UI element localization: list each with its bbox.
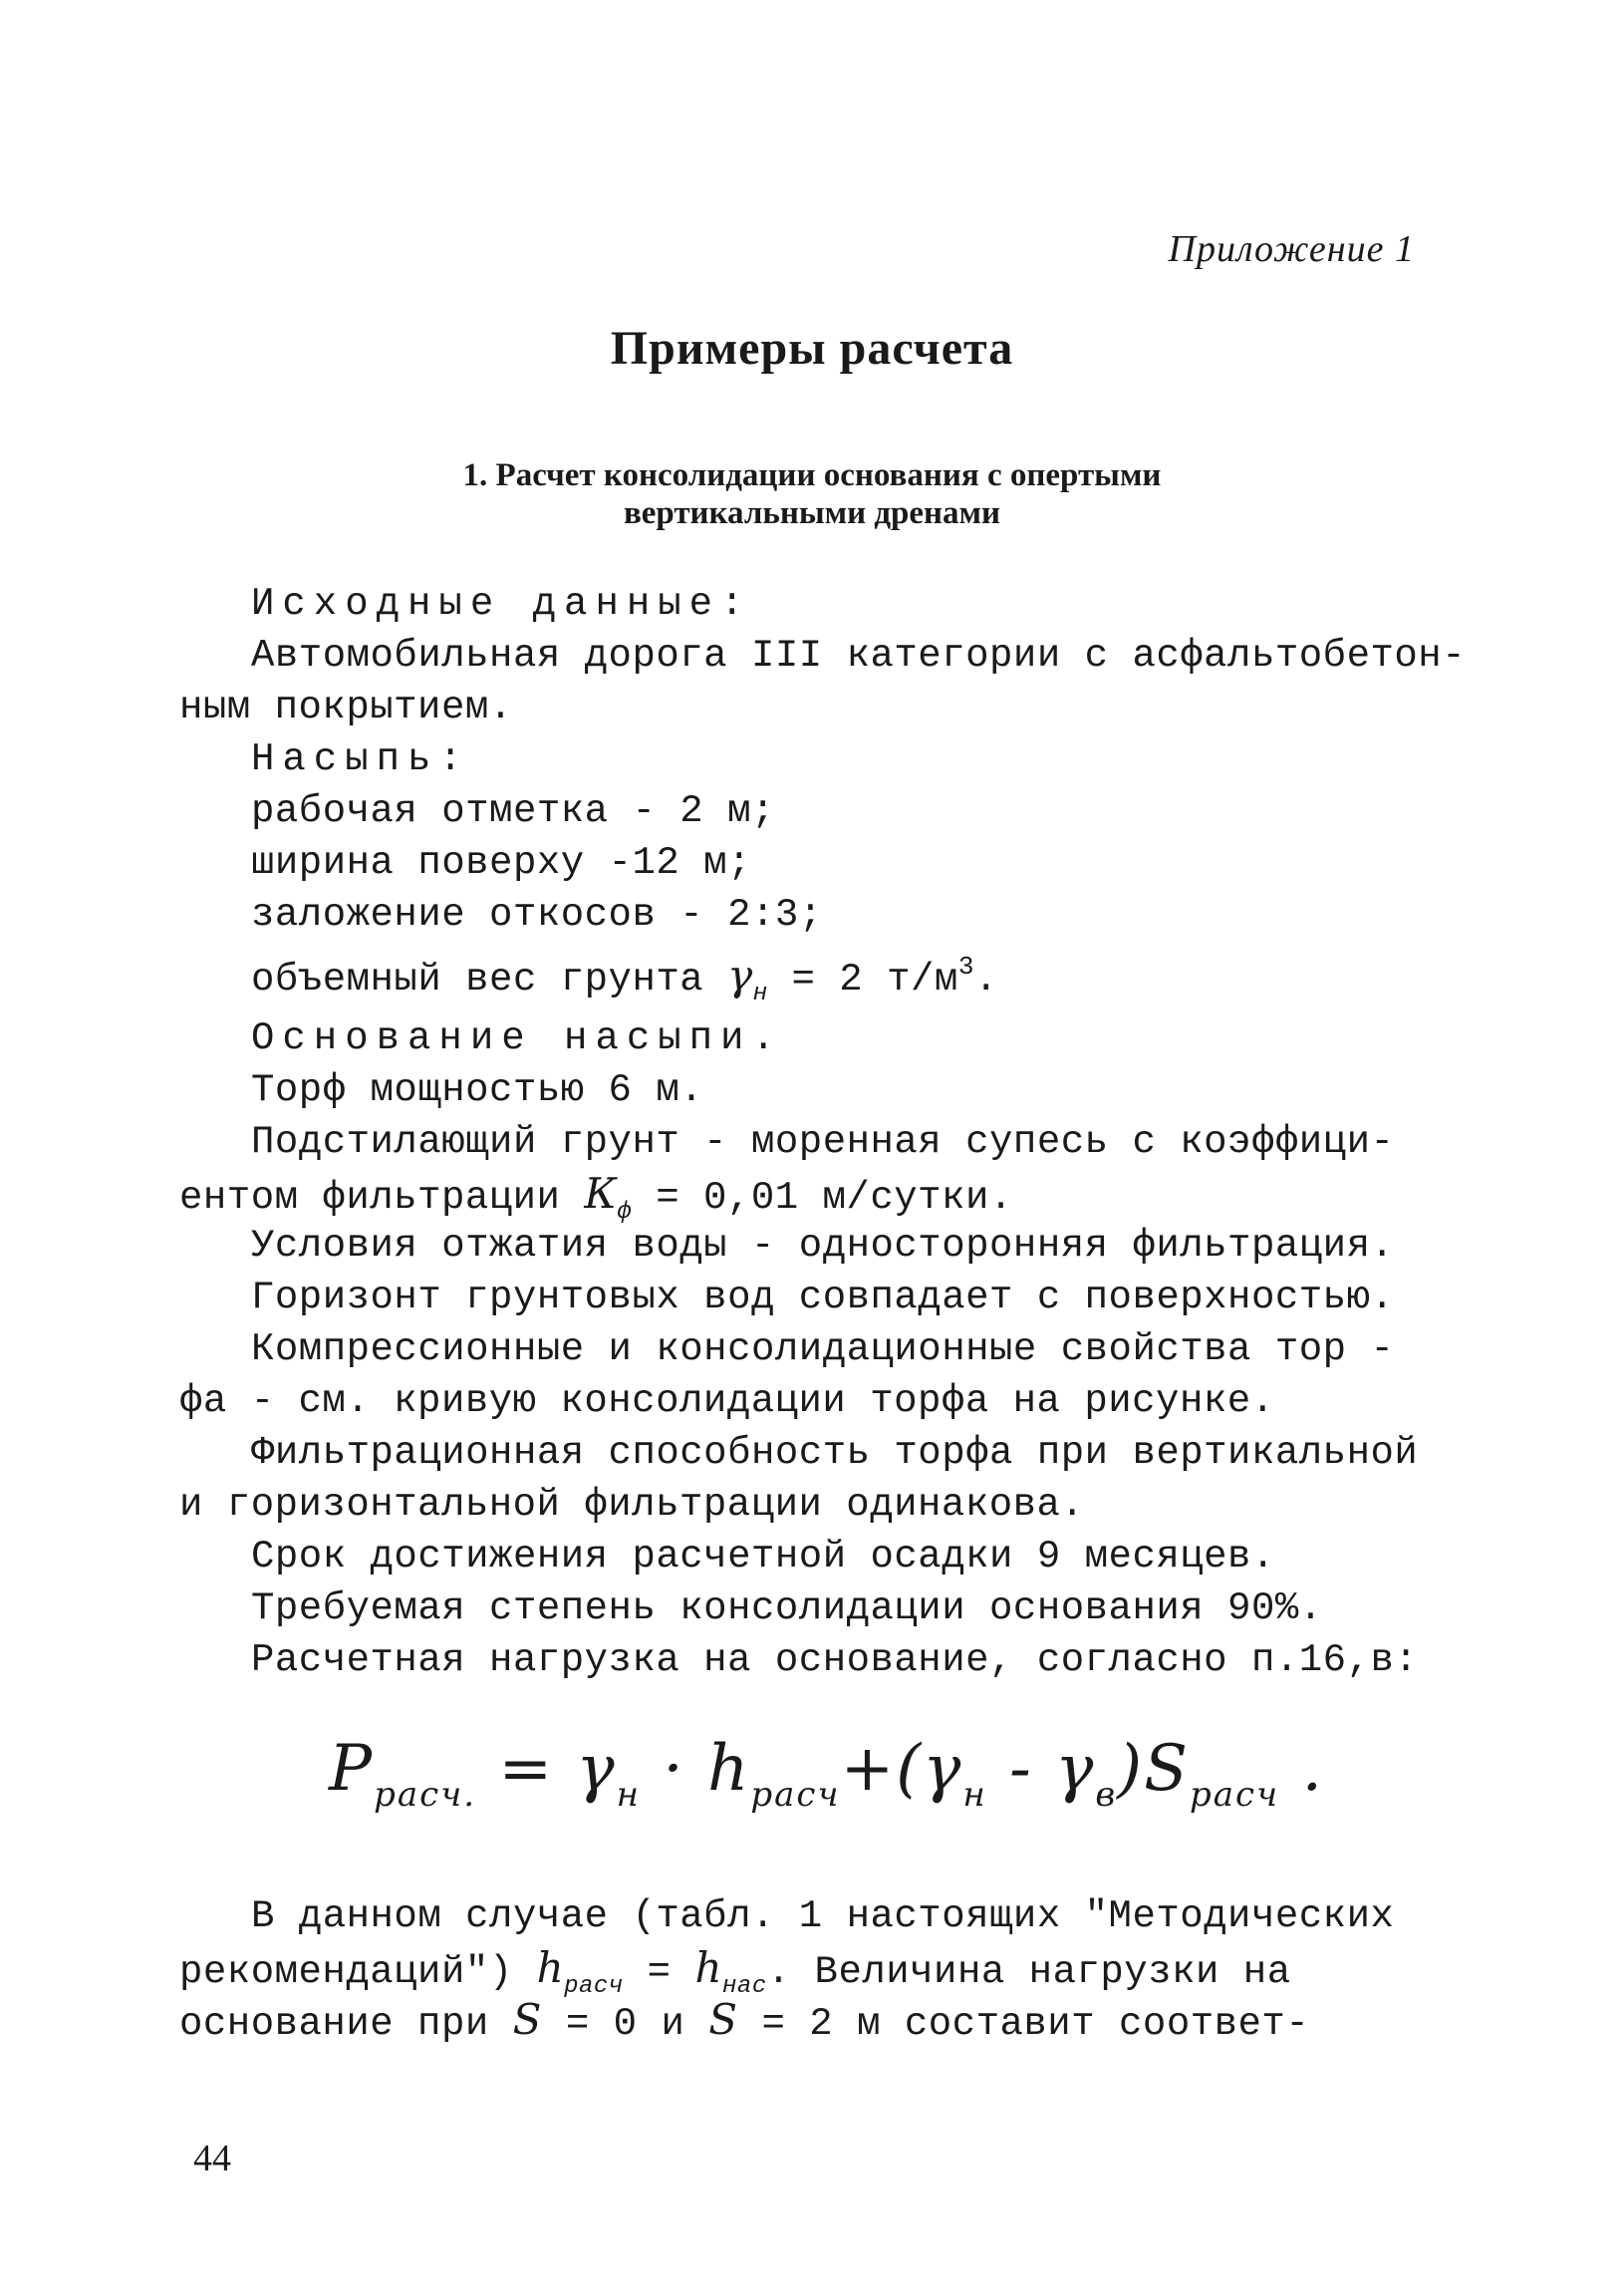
- text-line: заложение откосов - 2:3;: [251, 893, 823, 937]
- text-line: Компрессионные и консолидационные свойства тор -: [251, 1327, 1395, 1371]
- formula-subscript: расч: [750, 1775, 841, 1815]
- gamma-symbol: γ: [727, 951, 753, 1000]
- text-line: В данном случае (табл. 1 настоящих "Методических: [251, 1894, 1395, 1938]
- text-line: Расчетная нагрузка на основание, согласно п.16,в:: [251, 1638, 1419, 1682]
- k-symbol: К: [584, 1169, 618, 1218]
- section-title-line-2: вертикальными дренами: [623, 495, 1001, 531]
- embankment-base-heading: Основание насыпи.: [251, 1016, 783, 1060]
- formula-h: h: [707, 1732, 751, 1806]
- text-line: Торф мощностью 6 м.: [251, 1068, 704, 1112]
- formula-gamma: γ: [576, 1732, 617, 1806]
- formula-subscript: расч: [1189, 1775, 1280, 1815]
- page-title: Примеры расчета: [610, 322, 1014, 375]
- text-line: Подстилающий грунт - моренная супесь с коэффици-: [251, 1120, 1395, 1164]
- text-line: и горизонтальной фильтрации одинакова.: [179, 1483, 1085, 1527]
- s-symbol: S: [512, 1995, 542, 2044]
- text-line: фа - см. кривую консолидации торфа на рисунке.: [179, 1379, 1275, 1423]
- filtration-coefficient-line: [179, 1168, 1475, 1226]
- text-line: рабочая отметка - 2 м;: [251, 789, 775, 833]
- text-line: Требуемая степень консолидации основания 90%.: [251, 1586, 1323, 1630]
- text-line: Горизонт грунтовых вод совпадает с поверхностью.: [251, 1276, 1395, 1319]
- h-symbol: h: [694, 1943, 723, 1992]
- text-segment: объемный вес грунта: [251, 958, 728, 1002]
- text-line: Автомобильная дорога III категории с асфальтобетон-: [251, 634, 1467, 678]
- formula-operator: -: [986, 1732, 1056, 1806]
- text-segment: ентом фильтрации: [179, 1176, 585, 1220]
- formula-subscript: расч.: [374, 1775, 477, 1815]
- text-line: ширина поверху -12 м;: [251, 841, 751, 885]
- text-segment: =: [623, 1950, 695, 1994]
- text-segment: = 0,01 м/сутки.: [632, 1176, 1013, 1220]
- formula-operator: .: [1279, 1732, 1324, 1806]
- text-line: Срок достижения расчетной осадки 9 месяцев.: [251, 1535, 1275, 1578]
- text-segment: .: [973, 958, 998, 1002]
- text-line: Условия отжатия воды - односторонняя фильтрация.: [251, 1224, 1395, 1268]
- text-line: Фильтрационная способность торфа при вертикальной: [251, 1431, 1419, 1475]
- subscript: расч: [564, 1973, 624, 2000]
- text-segment: . Величина нагрузки на: [766, 1950, 1291, 1994]
- text-segment: рекомендаций"): [179, 1950, 537, 1994]
- subscript: н: [752, 981, 768, 1007]
- subscript: ф: [617, 1199, 633, 1226]
- formula-gamma: γ: [1055, 1732, 1096, 1806]
- section-title-line-1: 1. Расчет консолидации основания с опертыми: [462, 457, 1162, 493]
- initial-data-heading: Исходные данные:: [251, 582, 752, 626]
- formula-subscript: н: [962, 1775, 987, 1815]
- formula-subscript: н: [616, 1775, 642, 1815]
- text-line-with-symbols: [179, 1941, 1475, 2000]
- formula-operator: =: [476, 1732, 577, 1806]
- formula-p: P: [329, 1732, 375, 1806]
- superscript: 3: [957, 952, 974, 982]
- text-line: ным покрытием.: [179, 686, 513, 729]
- embankment-heading: Насыпь:: [251, 737, 470, 781]
- formula-s: S: [1144, 1732, 1190, 1806]
- formula-operator: ·: [641, 1732, 708, 1806]
- unit-weight-line: [179, 941, 1475, 1007]
- page-number: 44: [193, 2138, 231, 2179]
- formula-operator: +(: [840, 1732, 924, 1806]
- text-segment: = 0 и: [541, 2002, 709, 2046]
- formula-operator: ): [1117, 1732, 1145, 1806]
- formula-gamma: γ: [923, 1732, 963, 1806]
- section-title: [0, 456, 1624, 532]
- h-symbol: h: [536, 1943, 565, 1992]
- formula-subscript: в: [1095, 1775, 1118, 1815]
- appendix-label: Приложение 1: [1168, 228, 1415, 270]
- s-symbol: S: [708, 1995, 738, 2044]
- text-line-with-symbols: [179, 1993, 1475, 2045]
- text-segment: = 2 т/м: [767, 958, 958, 1002]
- text-segment: основание при: [179, 2002, 513, 2046]
- body-text: [179, 578, 1475, 1686]
- text-segment: = 2 м составит соответ-: [737, 2002, 1310, 2046]
- subscript: нас: [722, 1973, 767, 2000]
- body-text-continued: [179, 1889, 1475, 2045]
- load-formula: [329, 1732, 1325, 1815]
